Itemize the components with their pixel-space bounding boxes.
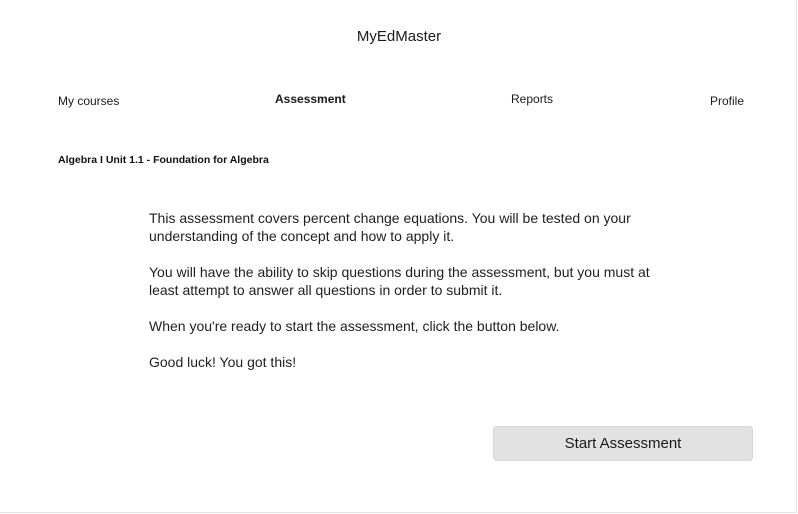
start-assessment-button[interactable]: Start Assessment: [493, 426, 753, 461]
description-paragraph: Good luck! You got this!: [149, 354, 297, 370]
nav-item-assessment[interactable]: Assessment: [275, 92, 346, 106]
nav-item-profile[interactable]: Profile: [710, 94, 745, 108]
assessment-description: [149, 209, 669, 371]
unit-title: Algebra I Unit 1.1 - Foundation for Algebra: [58, 154, 269, 166]
nav-item-my-courses[interactable]: My courses: [58, 94, 120, 108]
nav-item-reports[interactable]: Reports: [511, 92, 554, 106]
description-paragraph: This assessment covers percent change equations. You will be tested on your understanding of the concept and how to apply it.: [149, 210, 631, 244]
description-paragraph: When you're ready to start the assessment, click the button below.: [149, 318, 560, 334]
app-title: MyEdMaster: [356, 28, 442, 45]
description-paragraph: You will have the ability to skip questions during the assessment, but you must at least attempt to answer all questions in order to submit it.: [149, 264, 650, 298]
